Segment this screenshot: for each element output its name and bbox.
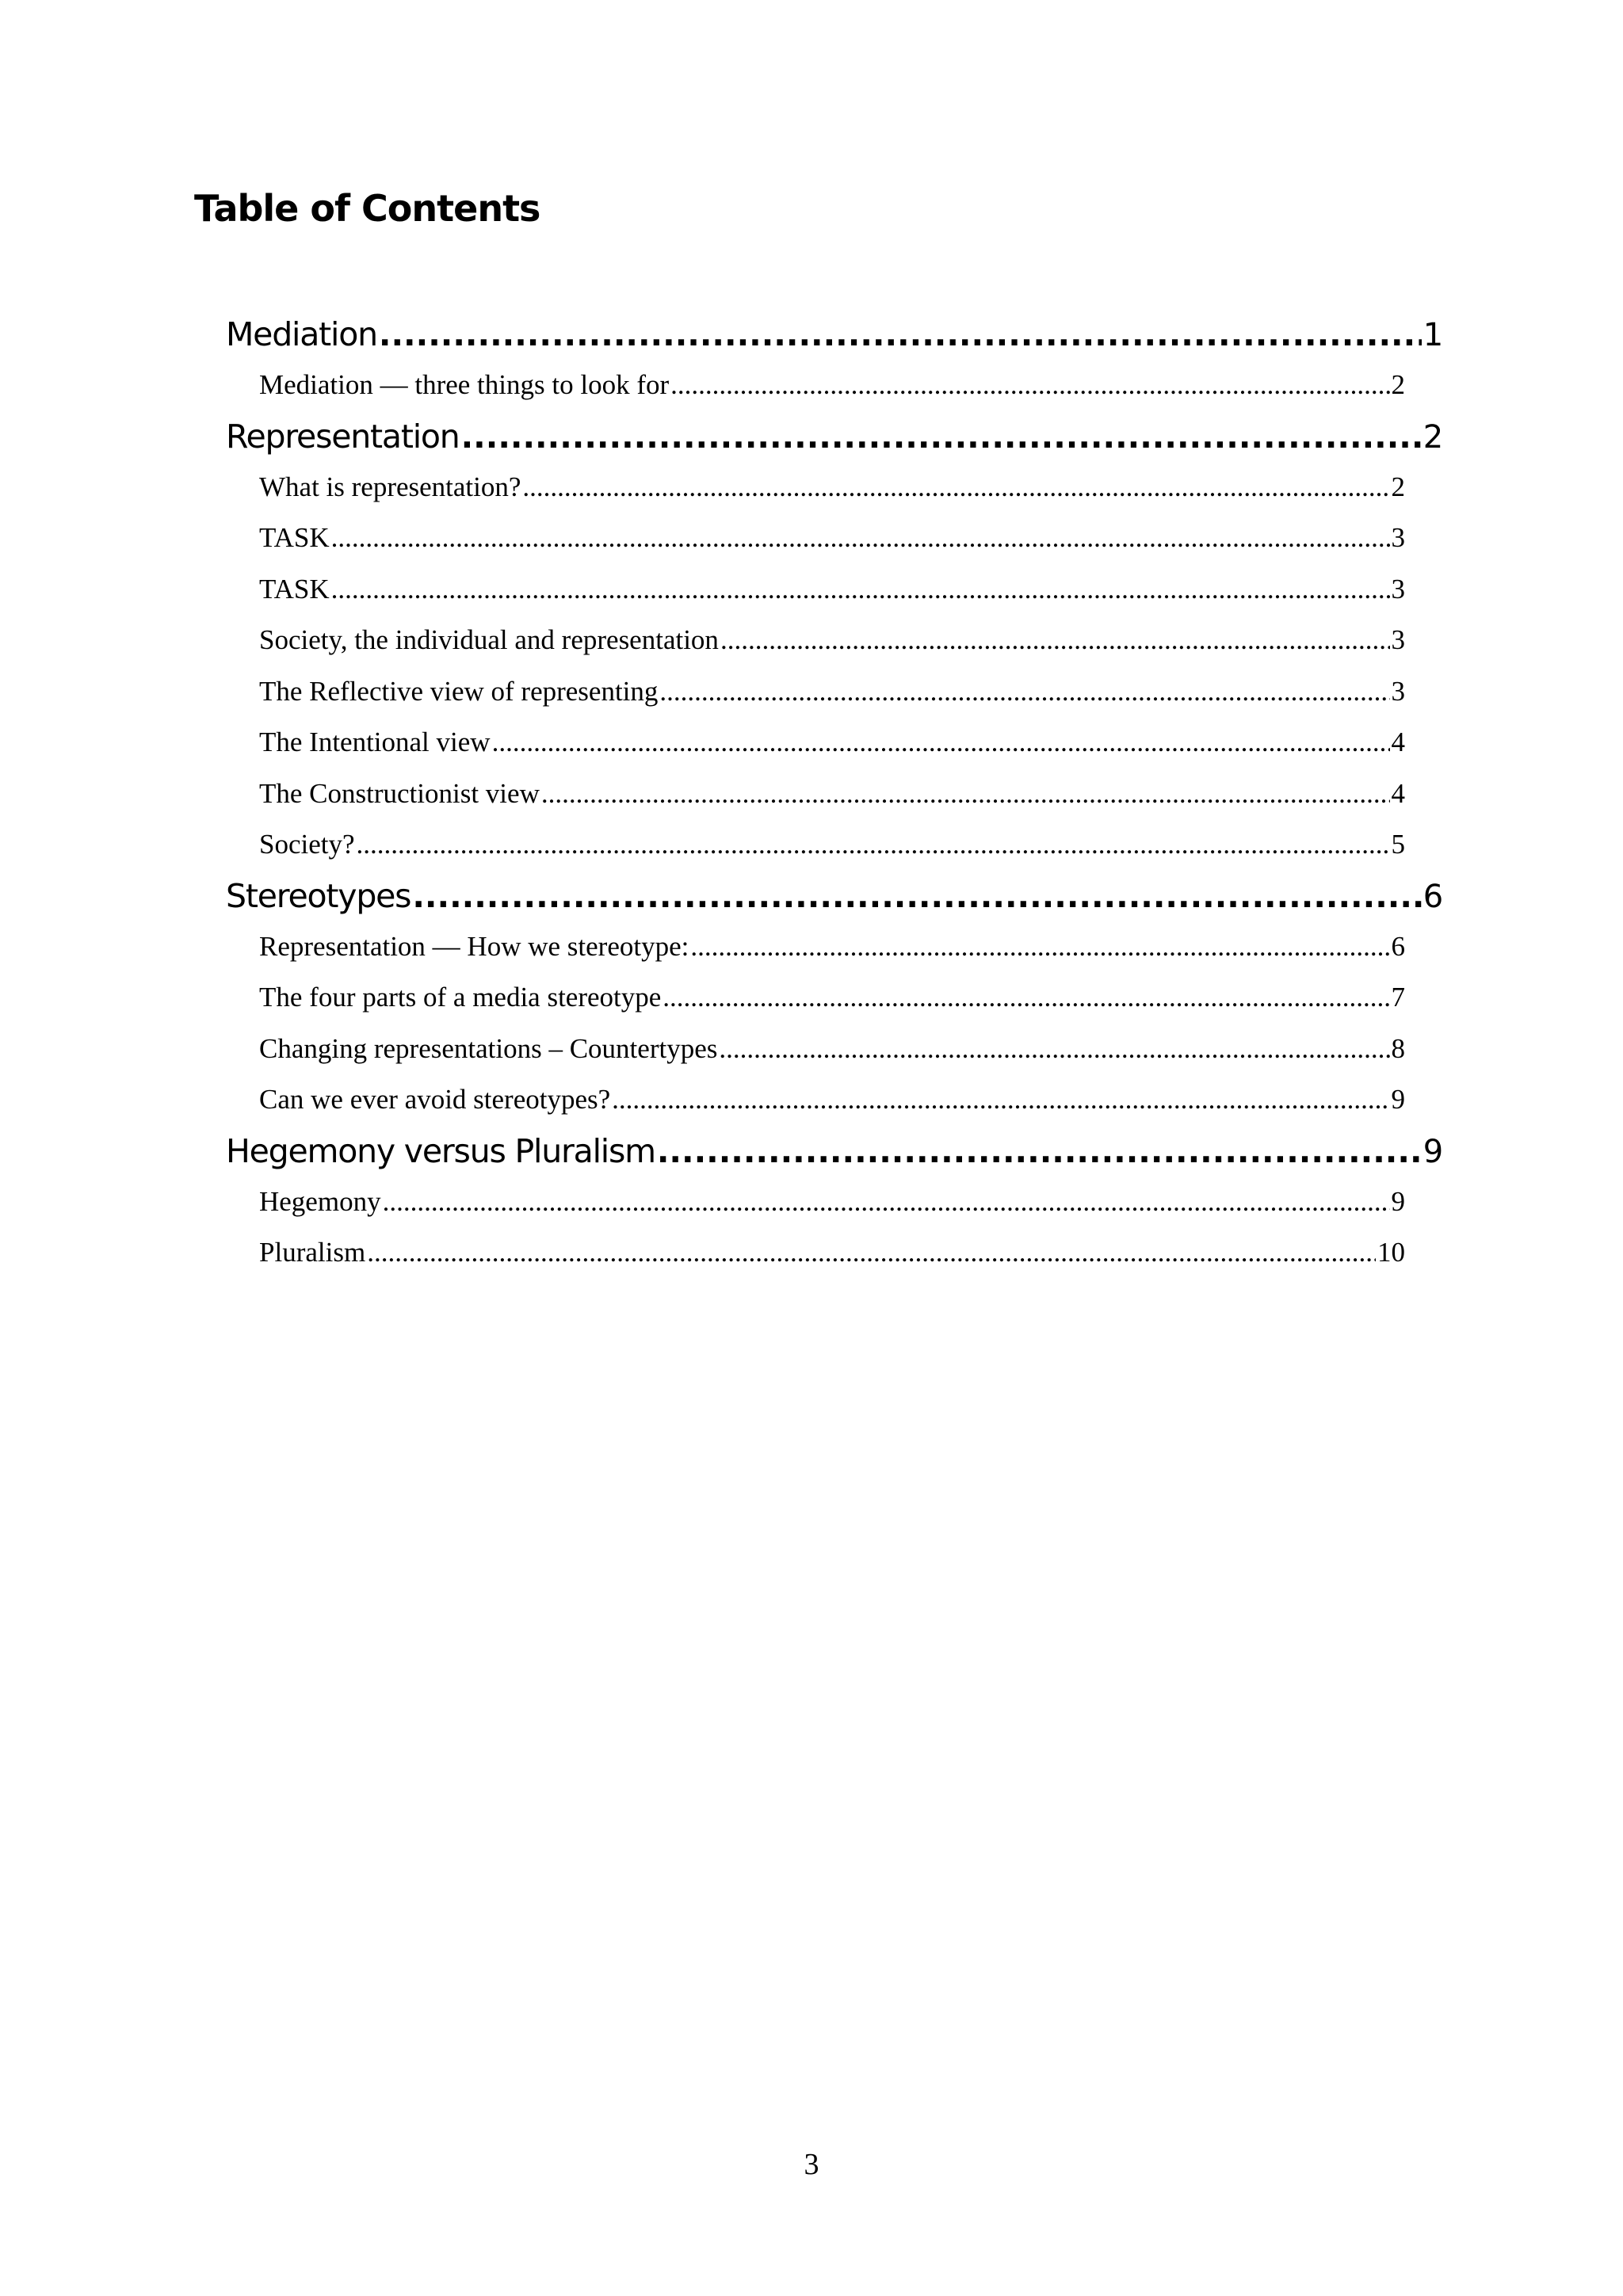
toc-entry-label: TASK bbox=[259, 573, 330, 605]
toc-subentry[interactable] bbox=[226, 717, 1442, 769]
toc-entry-page: 3 bbox=[1391, 675, 1405, 707]
toc-entry-page: 8 bbox=[1391, 1032, 1405, 1064]
toc-entry-label: Pluralism bbox=[259, 1237, 366, 1268]
toc-entry-page: 10 bbox=[1377, 1237, 1405, 1268]
toc-subentry[interactable] bbox=[226, 615, 1442, 666]
toc-entry-page: 2 bbox=[1423, 418, 1442, 456]
page-number: 3 bbox=[804, 2148, 819, 2181]
toc-subentry[interactable] bbox=[226, 921, 1442, 973]
toc-entry-label: Changing representations – Countertypes bbox=[259, 1032, 718, 1064]
page-title: Table of Contents bbox=[194, 187, 540, 230]
toc-subentry[interactable] bbox=[226, 360, 1442, 411]
toc-entry-page: 2 bbox=[1391, 471, 1405, 502]
toc-entry-page: 6 bbox=[1391, 930, 1405, 962]
toc-subentry[interactable] bbox=[226, 666, 1442, 718]
dot-leader bbox=[357, 819, 1390, 871]
toc-subentry[interactable] bbox=[226, 769, 1442, 820]
toc-heading-entry[interactable] bbox=[226, 871, 1442, 921]
toc-entry-label: Mediation — three things to look for bbox=[259, 369, 670, 400]
toc-entry-label: The Constructionist view bbox=[259, 777, 540, 809]
table-of-contents bbox=[226, 309, 1442, 1279]
dot-leader bbox=[383, 1177, 1390, 1228]
toc-heading-entry[interactable] bbox=[226, 309, 1442, 360]
dot-leader bbox=[690, 921, 1389, 973]
toc-entry-label: Society, the individual and representation bbox=[259, 624, 719, 655]
toc-entry-page: 4 bbox=[1391, 727, 1405, 757]
dot-leader bbox=[331, 564, 1390, 616]
dot-leader bbox=[492, 717, 1390, 769]
toc-entry-page: 6 bbox=[1423, 878, 1442, 915]
toc-entry-label: The four parts of a media stereotype bbox=[259, 982, 662, 1013]
toc-entry-label: Society? bbox=[259, 829, 355, 860]
toc-entry-label: The Reflective view of representing bbox=[259, 675, 659, 707]
toc-entry-page: 3 bbox=[1391, 522, 1405, 553]
dot-leader bbox=[331, 513, 1390, 564]
dot-leader bbox=[612, 1074, 1389, 1126]
dot-leader bbox=[522, 462, 1389, 513]
toc-subentry[interactable] bbox=[226, 462, 1442, 513]
toc-entry-page: 7 bbox=[1391, 982, 1405, 1013]
toc-entry-page: 3 bbox=[1391, 624, 1405, 655]
dot-leader bbox=[367, 1227, 1376, 1279]
toc-entry-label: Hegemony bbox=[259, 1185, 381, 1217]
toc-heading-entry[interactable] bbox=[226, 411, 1442, 462]
toc-subentry[interactable] bbox=[226, 1227, 1442, 1279]
toc-subentry[interactable] bbox=[226, 564, 1442, 616]
toc-entry-label: Can we ever avoid stereotypes? bbox=[259, 1084, 611, 1115]
toc-entry-page: 9 bbox=[1391, 1084, 1405, 1115]
toc-entry-page: 3 bbox=[1391, 573, 1405, 605]
toc-subentry[interactable] bbox=[226, 1024, 1442, 1075]
toc-entry-label: The Intentional view bbox=[259, 727, 491, 757]
dot-leader bbox=[663, 972, 1389, 1024]
toc-subentry[interactable] bbox=[226, 513, 1442, 564]
dot-leader bbox=[541, 769, 1390, 820]
toc-entry-label: Representation bbox=[226, 417, 460, 456]
dot-leader bbox=[659, 666, 1389, 718]
dot-leader bbox=[670, 360, 1389, 411]
toc-subentry[interactable] bbox=[226, 1074, 1442, 1126]
toc-entry-page: 5 bbox=[1391, 829, 1405, 860]
toc-heading-entry[interactable] bbox=[226, 1126, 1442, 1177]
dot-leader bbox=[720, 615, 1390, 666]
toc-entry-label: Stereotypes bbox=[226, 876, 411, 915]
toc-entry-label: Hegemony versus Pluralism bbox=[226, 1131, 655, 1170]
dot-leader bbox=[412, 871, 1421, 921]
dot-leader bbox=[461, 411, 1422, 462]
toc-entry-label: Mediation bbox=[226, 315, 377, 353]
toc-subentry[interactable] bbox=[226, 819, 1442, 871]
dot-leader bbox=[719, 1024, 1389, 1075]
dot-leader bbox=[379, 309, 1422, 360]
dot-leader bbox=[657, 1126, 1422, 1177]
toc-entry-label: TASK bbox=[259, 522, 330, 553]
toc-entry-page: 2 bbox=[1391, 369, 1405, 400]
toc-entry-label: What is representation? bbox=[259, 471, 521, 502]
toc-entry-page: 4 bbox=[1391, 777, 1405, 809]
toc-entry-page: 1 bbox=[1423, 317, 1442, 353]
toc-entry-label: Representation — How we stereotype: bbox=[259, 930, 689, 962]
toc-subentry[interactable] bbox=[226, 972, 1442, 1024]
toc-subentry[interactable] bbox=[226, 1177, 1442, 1228]
toc-entry-page: 9 bbox=[1423, 1133, 1442, 1170]
toc-entry-page: 9 bbox=[1391, 1185, 1405, 1217]
